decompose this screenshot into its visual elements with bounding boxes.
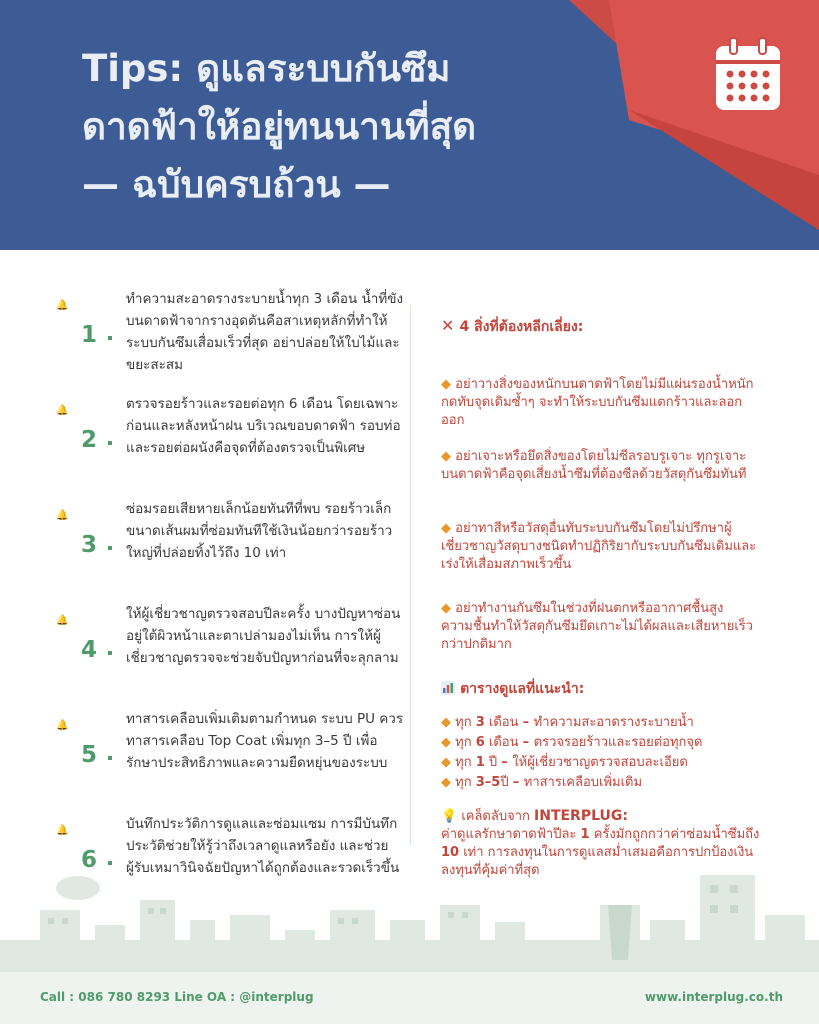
diamond-bullet-icon: ◆: [441, 735, 451, 750]
diamond-bullet-icon: ◆: [441, 715, 451, 730]
step-1: [56, 291, 404, 400]
step-text: ให้ผู้เชี่ยวชาญตรวจสอบปีละครั้ง บางปัญหาซ่อนอยู่ใต้ผิวหน้าและตาเปล่ามองไม่เห็น การให้ผู้เชี่ยวชาญตรวจจะช่วยจับปัญหาก่อนที่จะลุกลาม: [126, 606, 401, 666]
schedule-post: เดือน: [484, 715, 519, 730]
calendar-icon: [712, 36, 784, 114]
step-number: 5: [80, 742, 97, 768]
diamond-bullet-icon: ◆: [441, 377, 451, 392]
avoid-text: อย่าทำงานกันซึมในช่วงที่ฝนตกหรืออากาศชื้นสูงความชื้นทำให้วัสดุกันซึมยึดเกาะไม่ได้ผลและเสียหายเร็วกว่าปกติมาก: [441, 601, 754, 652]
schedule-period: 3–5: [475, 775, 501, 790]
diamond-bullet-icon: ◆: [441, 601, 451, 616]
bell-icon: 🔔: [56, 510, 69, 521]
schedule-task: ตรวจรอยร้าวและรอยต่อทุกจุด: [533, 735, 703, 750]
step-2: [56, 396, 401, 505]
footer-contact: Call : 086 780 8293 Line OA : @interplug: [40, 990, 314, 1004]
step-bullet: [108, 651, 112, 655]
title-line-1: Tips: ดูแลระบบกันซึม: [82, 47, 451, 90]
avoid-item-4: [441, 600, 761, 654]
step-text: ซ่อมรอยเสียหายเล็กน้อยทันทีที่พบ รอยร้าวเล็กขนาดเส้นผมที่ซ่อมทันทีใช้เงินน้อยกว่ารอยร้าวใหญ่ที่ปล่อยทิ้งไว้ถึง 10 เท่า: [126, 501, 393, 561]
footer-website-link[interactable]: www.interplug.co.th: [644, 990, 783, 1004]
diamond-bullet-icon: ◆: [441, 755, 451, 770]
schedule-period: 6: [475, 735, 485, 750]
step-bullet: [108, 336, 112, 340]
schedule-task: ให้ผู้เชี่ยวชาญตรวจสอบละเอียด: [512, 755, 688, 770]
diamond-bullet-icon: ◆: [441, 775, 451, 790]
step-text: บันทึกประวัติการดูแลและซ่อมแซม การมีบันทึกประวัติช่วยให้รู้ว่าถึงเวลาดูแลหรือยัง และช่วยผู้รับเหมาวินิจฉัยปัญหาได้ถูกต้องและรวดเร็วขึ้น: [126, 816, 400, 876]
schedule-pre: ทุก: [455, 735, 476, 750]
avoid-heading: [441, 316, 771, 338]
schedule-pre: ทุก: [455, 775, 476, 790]
diamond-bullet-icon: ◆: [441, 449, 451, 464]
bell-icon: 🔔: [56, 300, 69, 311]
schedule-post: เดือน: [484, 735, 519, 750]
step-5: [56, 711, 404, 820]
avoid-item-2: [441, 448, 761, 484]
step-bullet: [108, 546, 112, 550]
avoid-item-3: [441, 520, 761, 574]
step-number: 3: [80, 532, 97, 558]
tip-brand: INTERPLUG:: [534, 808, 628, 824]
avoid-text: อย่าเจาะหรือยึดสิ่งของโดยไม่ซีลรอบรูเจาะ ทุกรูเจาะบนดาดฟ้าคือจุดเสี่ยงน้ำซึมที่ต้องซีลด้วยวัสดุกันซึมทันที: [441, 449, 747, 482]
tip-part3: เท่า การลงทุนในการดูแลสม่ำเสมอคือการปกป้องเงินลงทุนที่คุ้มค่าที่สุด: [441, 845, 754, 878]
tip-prefix: เคล็ดลับจาก: [461, 809, 535, 824]
schedule-row-1: ◆ ทุก 3 เดือน – ทำความสะอาดรางระบายน้ำ: [441, 715, 694, 730]
step-text: ตรวจรอยร้าวและรอยต่อทุก 6 เดือน โดยเฉพาะก่อนและหลังหน้าฝน บริเวณขอบดาดฟ้า รอบท่อ และรอยต่อผนังคือจุดที่ต้องตรวจเป็นพิเศษ: [126, 396, 401, 456]
tip-part1: ค่าดูแลรักษาดาดฟ้าปีละ: [441, 827, 581, 842]
step-text: ทาสารเคลือบเพิ่มเติมตามกำหนด ระบบ PU ควรทาสารเคลือบ Top Coat เพิ่มทุก 3–5 ปี เพื่อรักษาประสิทธิภาพและความยืดหยุ่นของระบบ: [126, 711, 404, 771]
column-divider: [410, 305, 411, 845]
schedule-post: ปี: [500, 775, 509, 790]
step-4: [56, 606, 401, 715]
schedule-heading: [441, 678, 771, 700]
city-skyline-illustration: [0, 860, 819, 975]
cloud-icon: [56, 876, 100, 900]
step-bullet: [108, 756, 112, 760]
avoid-text: อย่าวางสิ่งของหนักบนดาดฟ้าโดยไม่มีแผ่นรองน้ำหนักกดทับจุดเดิมซ้ำๆ จะทำให้ระบบกันซึมแตกร้าวและลอกออก: [441, 377, 754, 428]
header-banner: [0, 0, 819, 250]
lightbulb-icon: 💡: [441, 809, 458, 824]
title-line-2: ดาดฟ้าให้อยู่ทนนานที่สุด: [82, 105, 477, 148]
bell-icon: 🔔: [56, 405, 69, 416]
page-title: [82, 40, 476, 214]
schedule-pre: ทุก: [455, 715, 476, 730]
bell-icon: 🔔: [56, 615, 69, 626]
tip-number-2: 10: [441, 845, 460, 860]
schedule-row-2: ◆ ทุก 6 เดือน – ตรวจรอยร้าวและรอยต่อทุกจุด: [441, 735, 703, 750]
step-number: 6: [80, 847, 97, 873]
footer-bar: [0, 972, 819, 1024]
step-number: 1: [80, 322, 97, 348]
avoid-item-1: [441, 376, 761, 430]
avoid-title: 4 สิ่งที่ต้องหลีกเลี่ยง:: [459, 319, 584, 335]
tip-number-1: 1: [580, 827, 590, 842]
bell-icon: 🔔: [56, 720, 69, 731]
step-bullet: [108, 441, 112, 445]
schedule-period: 3: [475, 715, 485, 730]
step-text: ทำความสะอาดรางระบายน้ำทุก 3 เดือน น้ำที่ขังบนดาดฟ้าจากรางอุดตันคือสาเหตุหลักที่ทำให้ระบบกันซึมเสื่อมเร็วที่สุด อย่าปล่อยให้ใบไม้และขยะสะสม: [126, 291, 404, 373]
schedule-task: ทำความสะอาดรางระบายน้ำ: [533, 715, 694, 730]
step-3: [56, 501, 396, 610]
bell-icon: 🔔: [56, 825, 69, 836]
schedule-title: ตารางดูแลที่แนะนำ:: [460, 681, 585, 697]
schedule-task: ทาสารเคลือบเพิ่มเติม: [523, 775, 643, 790]
title-line-3: — ฉบับครบถ้วน —: [82, 163, 391, 206]
schedule-period: 1: [475, 755, 485, 770]
diamond-bullet-icon: ◆: [441, 521, 451, 536]
avoid-text: อย่าทาสีหรือวัสดุอื่นทับระบบกันซึมโดยไม่ปรึกษาผู้เชี่ยวชาญวัสดุบางชนิดทำปฏิกิริยากับระบบกันซึมเดิมและเร่งให้เสื่อมสภาพเร็วขึ้น: [441, 521, 757, 572]
schedule-row-4: ◆ ทุก 3–5ปี – ทาสารเคลือบเพิ่มเติม: [441, 775, 643, 790]
tip-part2: ครั้งมักถูกกว่าค่าซ่อมน้ำซึมถึง: [589, 827, 760, 842]
schedule-post: ปี: [484, 755, 498, 770]
x-icon: ✕: [441, 316, 455, 335]
step-number: 2: [80, 427, 97, 453]
chart-icon: [441, 681, 455, 695]
schedule-pre: ทุก: [455, 755, 476, 770]
step-number: 4: [80, 637, 97, 663]
schedule-row-3: ◆ ทุก 1 ปี – ให้ผู้เชี่ยวชาญตรวจสอบละเอียด: [441, 755, 688, 770]
